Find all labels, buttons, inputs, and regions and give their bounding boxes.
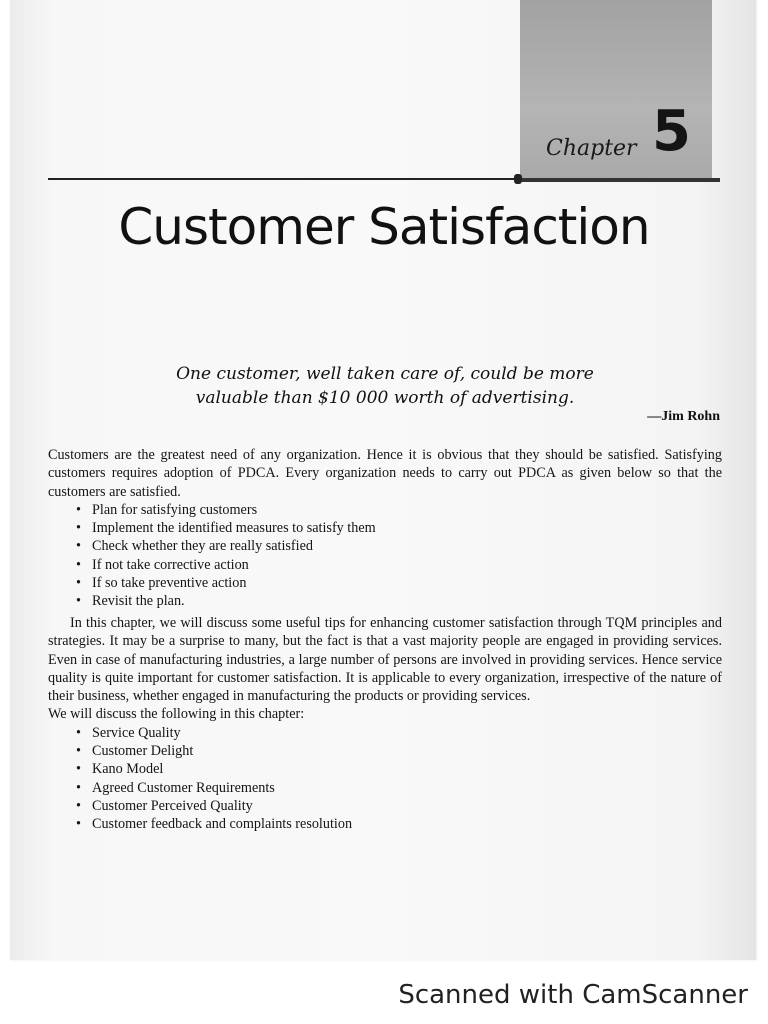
chapter-title: Customer Satisfaction [118,198,650,256]
topic-list-item: • Customer Perceived Quality [76,797,722,815]
pdca-list-item: • If not take corrective action [76,556,722,574]
epigraph-quote: One customer, well taken care of, could be more valuable than $10 000 worth of advertising. [176,364,594,408]
pdca-list [48,501,722,611]
header-rule-ornament [514,174,522,184]
pdca-list-item: • If so take preventive action [76,574,722,592]
pdca-list-item: • Plan for satisfying customers [76,501,722,519]
chapter-paragraph: In this chapter, we will discuss some useful tips for enhancing customer satisfaction through TQM principles and strategies. It may be a surprise to many, but the fact is that a vast majority people are engaged in providing services. Even in case of manufacturing industries, a large number of persons are involved in providing services. Hence service quality is quite important for customer satisfaction. It is applicable to every organization, irrespective of the nature of their business, whether engaged in manufacturing the products or providing services. [48,615,722,705]
topic-list-item: • Service Quality [76,724,722,742]
chapter-number: 5 [652,99,691,164]
topics-intro: We will discuss the following in this chapter: [48,706,305,723]
intro-paragraph: Customers are the greatest need of any organization. Hence it is obvious that they should be satisfied. Satisfying customers requires adoption of PDCA. Every organization needs to carry out PDCA as given below so that the customers are satisfied. [48,447,722,500]
pdca-list-item: • Check whether they are really satisfied [76,537,722,555]
topic-list-item: • Customer Delight [76,742,722,760]
intro-section [48,446,722,611]
scanner-watermark: Scanned with CamScanner [398,980,748,1010]
epigraph-author: —Jim Rohn [647,409,720,424]
pdca-list-item: • Implement the identified measures to satisfy them [76,519,722,537]
topic-list-item: • Customer feedback and complaints resolution [76,815,722,833]
chapter-label: Chapter [546,136,637,161]
topic-list-item: • Agreed Customer Requirements [76,779,722,797]
header-rule-thick [522,178,720,182]
topic-list-item: • Kano Model [76,760,722,778]
topics-list [48,724,722,834]
chapter-overview-section [48,614,722,834]
pdca-list-item: • Revisit the plan. [76,592,722,610]
header-rule [48,178,518,180]
